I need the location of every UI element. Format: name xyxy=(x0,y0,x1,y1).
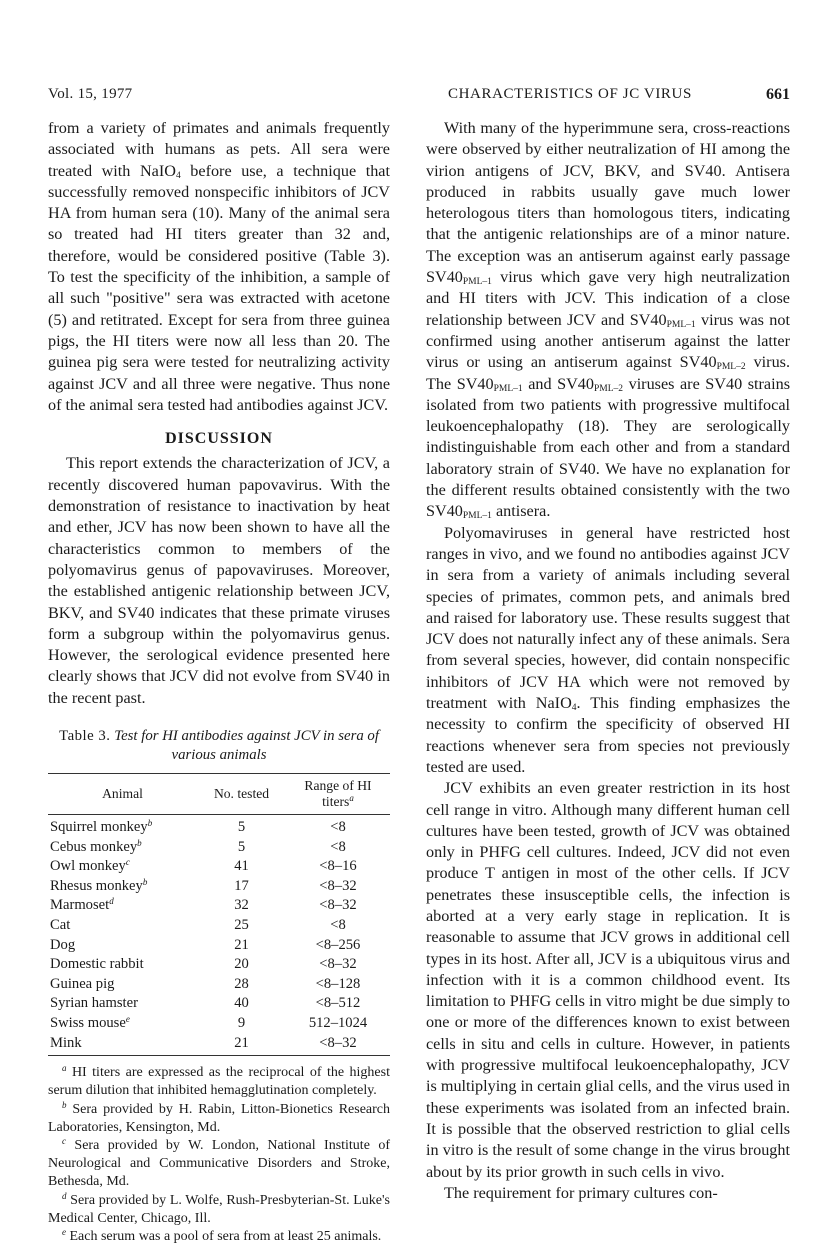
cell-tested: 21 xyxy=(234,936,249,953)
cell-animal xyxy=(48,916,197,936)
col-header-range-text: Range of HI titers xyxy=(304,778,372,810)
col-header-animal: Animal xyxy=(102,786,143,802)
cell-range: <8–32 xyxy=(319,897,357,914)
animal-name: Dog xyxy=(50,936,76,953)
footnote-text: HI titers are expressed as the reciprocal of the highest serum dilution that inhibited hemagglutination completely. xyxy=(48,1065,390,1099)
animal-name: Rhesus monkey xyxy=(50,877,143,894)
table-row xyxy=(48,857,390,877)
table-body xyxy=(48,815,390,1056)
animal-name: Guinea pig xyxy=(50,975,115,992)
animal-name: Owl monkey xyxy=(50,858,126,875)
cell-range: <8 xyxy=(330,838,346,855)
table-row xyxy=(48,936,390,956)
cell-animal xyxy=(48,994,197,1014)
table-row xyxy=(48,1014,390,1034)
paragraph: The requirement for primary cultures con- xyxy=(444,1183,718,1202)
footnote-text: Sera provided by L. Wolfe, Rush-Presbyterian-St. Luke's Medical Center, Chicago, Ill. xyxy=(48,1192,390,1226)
footnote-mark: d xyxy=(62,1190,67,1201)
footnote xyxy=(48,1192,390,1228)
col-header-tested: No. tested xyxy=(213,786,270,802)
col-header-range xyxy=(286,774,390,815)
cell-animal xyxy=(48,975,197,995)
cell-tested: 25 xyxy=(234,916,249,933)
footnote-mark: a xyxy=(62,1063,67,1074)
animal-name: Mink xyxy=(50,1034,82,1051)
table-caption xyxy=(48,727,390,765)
cell-range: <8–16 xyxy=(319,858,357,875)
animal-name: Domestic rabbit xyxy=(50,956,144,973)
cell-tested: 17 xyxy=(234,877,249,894)
cell-range: <8–128 xyxy=(315,975,361,992)
journal-volume: Vol. 15, 1977 xyxy=(48,86,133,102)
footnote-mark: c xyxy=(125,857,130,868)
cell-animal xyxy=(48,1034,197,1056)
cell-tested: 28 xyxy=(234,975,249,992)
cell-range: <8 xyxy=(330,916,346,933)
footnote-mark: b xyxy=(137,837,142,848)
right-column xyxy=(426,118,790,1204)
paragraph: from a variety of primates and animals frequently associated with humans as pets. All sera were treated with NaIO$_4$ before use, a technique that successfully removed nonspecific inhibitors of JCV HA from human sera (10). Many of the animal sera so treated had HI titers greater than 32 and, therefore, would be considered positive (Table 3). To test the specificity of the inhibition, a sample of all such "positive" sera was extracted with acetone (5) and retitrated. Except for sera from three guinea pigs, the HI titers were now all less than 20. The guinea pig sera were tested for neutralizing activity against JCV and all three were negative. Thus none of the animal sera tested had antibodies against JCV. xyxy=(48,119,390,414)
cell-animal xyxy=(48,857,197,877)
paragraph: Polyomaviruses in general have restricted host ranges in vivo, and we found no antibodies against JCV in sera from a variety of animals including several species of primates, common pets, and animals bred and raised for laboratory use. These results suggest that JCV does not naturally infect any of these animals. Sera from several species, however, did contain nonspecific inhibitors of JCV HA which were not removed by treatment with NaIO$_4$. This finding emphasizes the necessity to confirm the specificity of observed HI reactions whenever sera from species not previously tested are used. xyxy=(426,523,791,776)
left-column xyxy=(48,118,390,1246)
footnote-mark: b xyxy=(147,818,153,829)
table-row xyxy=(48,975,390,995)
footnote xyxy=(48,1101,390,1137)
footnote-mark: d xyxy=(109,896,114,907)
cell-animal xyxy=(48,896,197,916)
cell-tested: 32 xyxy=(234,897,249,914)
table-row xyxy=(48,838,390,858)
footnote-mark: c xyxy=(62,1135,66,1146)
running-title: CHARACTERISTICS OF JC VIRUS xyxy=(448,86,692,102)
table-row xyxy=(48,955,390,975)
cell-tested: 5 xyxy=(237,819,246,836)
cell-range: <8–256 xyxy=(315,936,361,953)
paragraph: JCV exhibits an even greater restriction in its host cell range in vitro. Although many different human cell cultures have been tested, growth of JCV was obtained only in PHFG cell cultures. Indeed, JCV did not even produce T antigen in most of the other cells. If JCV penetrates these insusceptible cells, the infection is aborted at a very early stage in replication. It is reasonable to assume that JCV grows in additional cell types in its host. After all, JCV is a ubiquitous virus and infection with it is a common childhood event. Its limitation to PHFG cells in vitro might be due simply to one or more of the differences known to exist between cells in situ and cells in culture. However, in patients with progressive multifocal leukoencephalopathy, JCV is multiplying in certain glial cells, and the virus used in these experiments was isolated from an infected brain. It is possible that the observed restriction to glial cells in vitro is the result of some change in the virus brought about by its prior growth in such cells in vivo. xyxy=(426,779,790,1181)
page-number: 661 xyxy=(766,86,790,103)
footnote-text: Sera provided by W. London, National Institute of Neurological and Communicative Disorders and Stroke, Bethesda, Md. xyxy=(48,1137,390,1190)
footnote-mark: e xyxy=(125,1013,130,1024)
animal-name: Squirrel monkey xyxy=(50,819,148,836)
paragraph: This report extends the characterization of JCV, a recently discovered human papovavirus. With the demonstration of resistance to inactivation by heat and ether, JCV has now been shown to have all the characteristics common to members of the polyomavirus genus of papovaviruses. Moreover, the established antigenic relationship between JCV, BKV, and SV40 indicates that these primate viruses form a subgroup within the polyomavirus genus. However, the serological evidence presented here clearly shows that JCV did not evolve from SV40 in the recent past. xyxy=(48,454,390,707)
cell-range: <8–32 xyxy=(319,877,357,894)
cell-range: <8 xyxy=(330,819,346,836)
animal-name: Swiss mouse xyxy=(50,1014,126,1031)
cell-animal xyxy=(48,877,197,897)
table-footnotes xyxy=(48,1064,390,1246)
cell-range: <8–512 xyxy=(315,995,361,1012)
footnote-text: Sera provided by H. Rabin, Litton-Bionetics Research Laboratories, Kensington, Md. xyxy=(48,1101,390,1135)
cell-animal xyxy=(48,1014,197,1034)
cell-range: <8–32 xyxy=(319,956,357,973)
table-row xyxy=(48,877,390,897)
cell-animal xyxy=(48,815,197,838)
footnote xyxy=(48,1064,390,1100)
footnote-text: Each serum was a pool of sera from at least 25 animals. xyxy=(66,1228,382,1244)
table-row xyxy=(48,916,390,936)
footnote-mark: e xyxy=(62,1226,66,1237)
table-row xyxy=(48,896,390,916)
animal-name: Cebus monkey xyxy=(50,838,138,855)
footnote-mark: a xyxy=(349,793,354,804)
animal-name: Marmoset xyxy=(50,897,110,914)
table-title: Test for HI antibodies against JCV in sera of various animals xyxy=(114,728,379,764)
cell-tested: 5 xyxy=(237,838,246,855)
cell-animal xyxy=(48,838,197,858)
cell-tested: 40 xyxy=(234,995,249,1012)
hi-antibody-table xyxy=(48,773,390,1056)
page-header xyxy=(48,86,790,108)
footnote-mark: b xyxy=(142,876,148,887)
cell-animal xyxy=(48,936,197,956)
cell-tested: 9 xyxy=(237,1014,246,1031)
section-heading: DISCUSSION xyxy=(165,430,273,448)
table-header-row xyxy=(48,774,390,815)
paragraph: With many of the hyperimmune sera, cross-reactions were observed by either neutralization of HI among the virion antigens of JCV, BKV, and SV40. Antisera produced in rabbits usually gave much lower heterologous titers than homologous titers, indicating that the antigenic relationships are of a minor nature. The exception was an antiserum against early passage $SV40_{PML-1}$ virus which gave very high neutralization and HI titers with JCV. This indication of a close relationship between JCV and $SV40_{PML-1}$ virus was not confirmed using another antiserum against the latter virus or using an antiserum against $SV40_{PML-2}$ virus. The $SV40_{PML-1}$ and $SV40_{PML-2}$ viruses are SV40 strains isolated from two patients with progressive multifocal leukoencephalopathy (18). They are serologically indistinguishable from each other and from a standard laboratory strain of SV40. We have no explanation for the different results obtained consistently with the two $SV40_{PML-1}$ antisera. xyxy=(426,119,791,522)
footnote xyxy=(48,1137,390,1192)
animal-name: Syrian hamster xyxy=(50,995,138,1012)
animal-name: Cat xyxy=(50,916,71,933)
cell-tested: 41 xyxy=(234,858,249,875)
table-row xyxy=(48,1034,390,1056)
table-row xyxy=(48,994,390,1014)
cell-range: <8–32 xyxy=(319,1034,357,1051)
cell-tested: 21 xyxy=(234,1034,249,1051)
footnote xyxy=(48,1228,390,1246)
footnote-mark: b xyxy=(62,1099,67,1110)
cell-animal xyxy=(48,955,197,975)
table-label: Table 3. xyxy=(59,728,111,745)
cell-range: 512–1024 xyxy=(308,1014,368,1031)
table-row xyxy=(48,815,390,838)
cell-tested: 20 xyxy=(234,956,249,973)
